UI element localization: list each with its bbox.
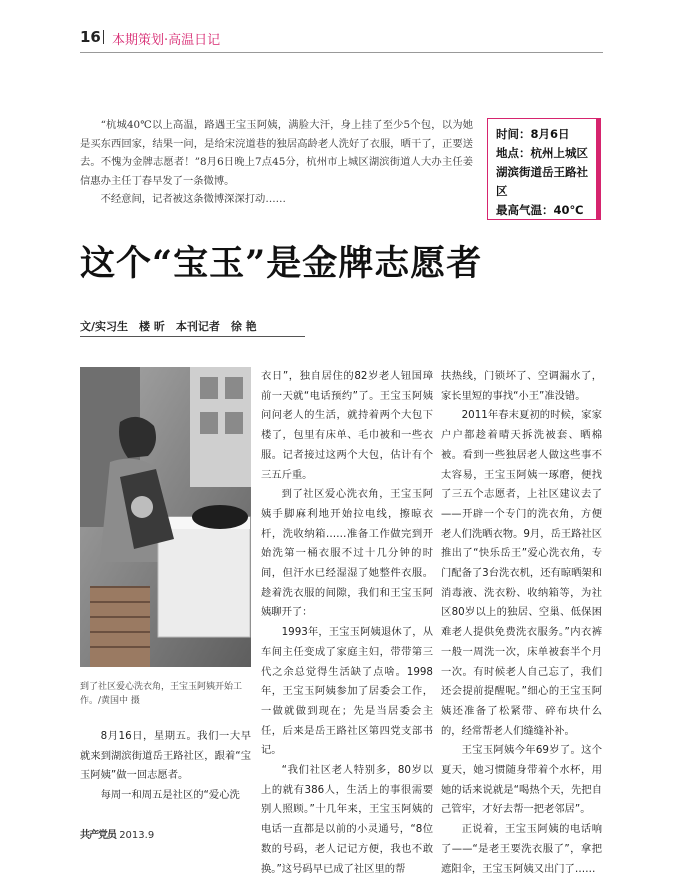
page-footer <box>80 826 154 841</box>
lead-text-1: “杭城40℃以上高温，路遇王宝玉阿姨，满脸大汗，身上挂了至少5个包，以为她是买东西回家，结果一问，是给宋浣道巷的独居高龄老人洗好了衣服，晒干了，正要送去。不愧为金牌志愿者！”8月6日晚上7点45分，杭州市上城区湖滨街道人大办主任姜信惠办主任丁春早发了一条微博。 <box>80 119 473 187</box>
body-paragraph: 王宝玉阿姨今年69岁了。这个夏天，她习惯随身带着个水杯，用她的话来说就是“喝热个天，先把自己管牢，才好去帮一把老邻居”。 <box>441 744 602 816</box>
lead-paragraph <box>80 116 473 209</box>
magazine-name: 共产党员 <box>80 830 116 841</box>
body-column-2 <box>261 367 433 879</box>
photo-illustration <box>80 367 251 667</box>
info-place: 地点：杭州上城区湖滨街道岳王路社区 <box>496 146 588 198</box>
body-paragraph: “我们社区老人特别多，80岁以上的就有386人，生活上的事很需要别人照顾。”十几年来，王宝玉阿姨的电话一直都是以前的小灵通号，“8位数的号码，老人记记方便，我也不敢换。”这号码早已成了社区里的帮 <box>261 764 433 875</box>
section-title: 本期策划·高温日记 <box>112 33 221 48</box>
header-divider <box>103 30 104 44</box>
info-temperature: 最高气温：40℃ <box>496 203 584 217</box>
body-paragraph: 2011年春末夏初的时候，家家户户都趁着晴天拆洗被套、晒棉被。看到一些独居老人做这些事不太容易，王宝玉阿姨一琢磨，便找了三五个志愿者，上社区建议去了——开辟一个专门的洗衣角，方便老人们洗晒衣物。9月，岳王路社区推出了“快乐岳王”爱心洗衣角，专门配备了3台洗衣机，还有晾晒架和消毒液、洗衣粉、收纳箱等，为社区80岁以上的独居、空巢、低保困难老人提供免费洗衣服务。”内衣裤一般一周洗一次，床单被套半个月一次。有时候老人自己忘了，我们还会提前提醒呢。”细心的王宝玉阿姨还准备了松紧带、碎布块什么的，经常帮老人们缝缝补补。 <box>441 409 603 737</box>
body-paragraph: 每周一和周五是社区的“爱心洗 <box>100 789 240 802</box>
lead-text-2: 不经意间，记者被这条微博深深打动…… <box>100 193 286 206</box>
page-number: 16 <box>80 28 101 46</box>
body-column-3 <box>441 367 602 879</box>
body-column-1 <box>80 727 251 806</box>
body-paragraph: 1993年，王宝玉阿姨退休了，从车间主任变成了家庭主妇，带带第三代之余总觉得生活缺了点啥。1998年，王宝玉阿姨参加了居委会工作，一做就做到现在；先是当居委会主任，后来是岳王路社区第四党支部书记。 <box>261 626 433 757</box>
info-box-accent-bar <box>597 118 601 220</box>
article-photo <box>80 367 251 667</box>
body-paragraph: 衣日”，独自居住的82岁老人钮国璋前一天就“电话预约”了。王宝玉阿姨问问老人的生活，就持着两个大包下楼了，包里有床单、毛巾被和一些衣服。记者接过这两个大包，估计有个三五斤重。 <box>261 370 433 481</box>
byline: 文/实习生 楼 昕 本刊记者 徐 艳 <box>80 320 257 333</box>
issue-number: 2013.9 <box>119 830 155 841</box>
article-headline: 这个“宝玉”是金牌志愿者 <box>80 243 483 284</box>
body-paragraph: 8月16日，星期五。我们一大早就来到湖滨街道岳王路社区，跟着“宝玉阿姨”做一回志愿者。 <box>80 730 251 782</box>
body-paragraph: 到了社区爱心洗衣角，王宝玉阿姨手脚麻利地开始拉电线，擦晾衣杆，洗收纳箱……准备工作做完到开始洗第一桶衣服不过十几分钟的时间，但汗水已经湿湿了她整件衣服。趁着洗衣服的间隙，我们和王宝玉阿姨聊开了： <box>261 488 433 619</box>
photo-caption: 到了社区爱心洗衣角，王宝玉阿姨开始工作。/黄国中 摄 <box>80 682 243 706</box>
info-time: 时间：8月6日 <box>496 127 570 141</box>
body-paragraph: 正说着，王宝玉阿姨的电话响了——“是老王要洗衣服了”，拿把遮阳伞，王宝玉阿姨又出门了…… <box>441 823 602 875</box>
header-rule <box>80 52 603 53</box>
info-box <box>487 118 597 220</box>
body-paragraph: 扶热线，门锁坏了、空调漏水了，家长里短的事找“小王”准没错。 <box>441 370 602 402</box>
byline-rule <box>80 336 305 337</box>
